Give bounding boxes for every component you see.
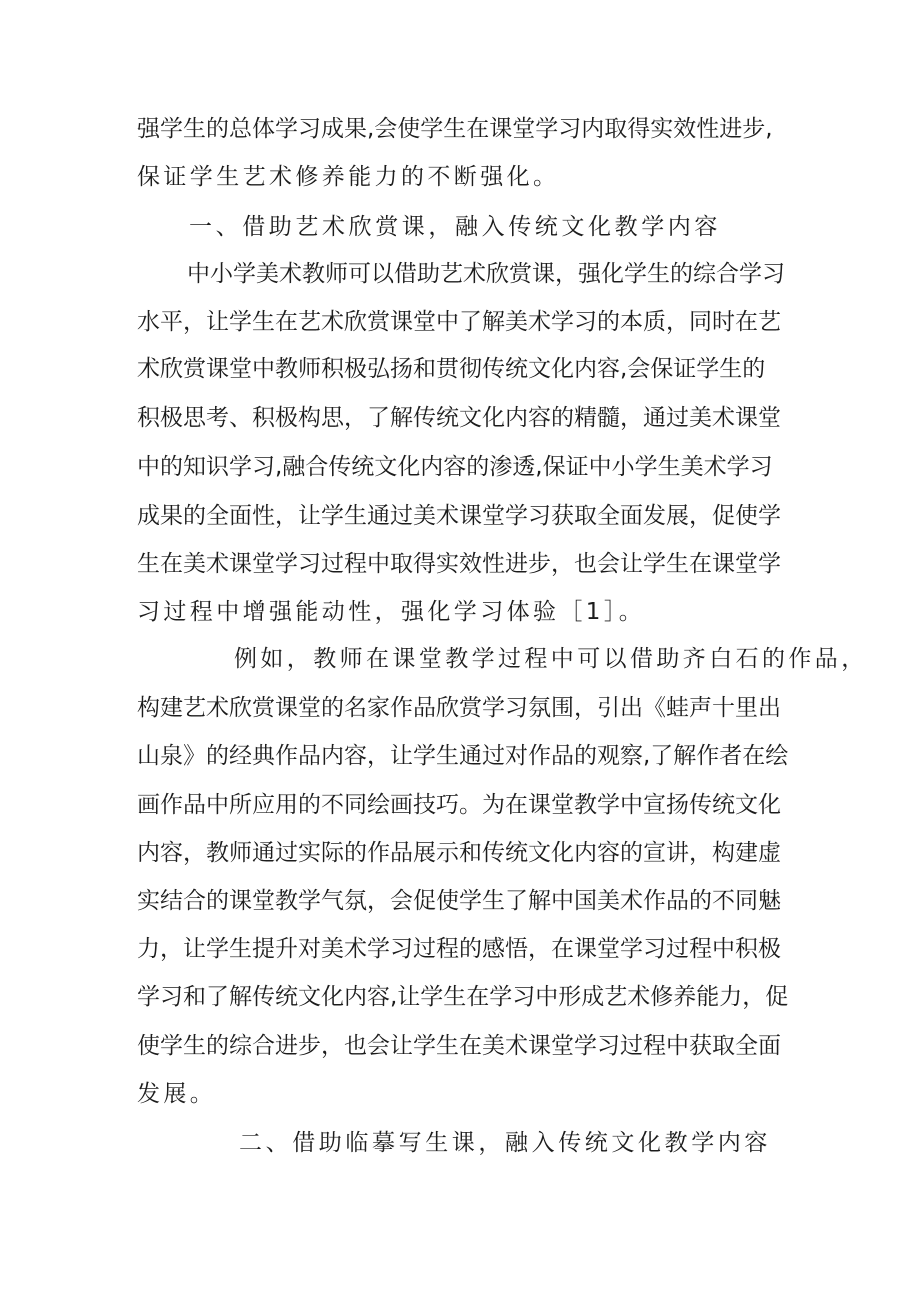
paragraph-line: 力，让学生提升对美术学习过程的感悟，在课堂学习过程中积极 [137, 936, 781, 962]
paragraph-line: 术欣赏课堂中教师积极弘扬和贯彻传统文化内容,会保证学生的 [137, 356, 766, 382]
paragraph-line: 实结合的课堂教学气氛，会促使学生了解中国美术作品的不同魅 [137, 888, 781, 914]
paragraph-line: 内容，教师通过实际的作品展示和传统文化内容的宣讲，构建虚 [137, 840, 781, 866]
paragraph-line: 画作品中所应用的不同绘画技巧。为在课堂教学中宣扬传统文化 [137, 792, 781, 818]
paragraph-line: 习过程中增强能动性，强化学习体验［1］。 [137, 599, 646, 625]
paragraph-line: 山泉》的经典作品内容，让学生通过对作品的观察,了解作者在绘 [137, 743, 789, 769]
paragraph-line: 强学生的总体学习成果,会使学生在课堂学习内取得实效性进步, [137, 116, 773, 142]
paragraph-line: 中的知识学习,融合传统文化内容的渗透,保证中小学生美术学习 [137, 454, 773, 480]
paragraph-line: 学习和了解传统文化内容,让学生在学习中形成艺术修养能力，促 [137, 984, 789, 1010]
paragraph-line: 成果的全面性，让学生通过美术课堂学习获取全面发展，促使学 [137, 503, 781, 529]
paragraph-line: 构建艺术欣赏课堂的名家作品欣赏学习氛围，引出《蛙声十里出 [137, 695, 781, 721]
section-heading-2: 二、借助临摹写生课，融入传统文化教学内容 [239, 1130, 771, 1156]
paragraph-line: 生在美术课堂学习过程中取得实效性进步，也会让学生在课堂学 [137, 551, 781, 577]
paragraph-line: 例如，教师在课堂教学过程中可以借助齐白石的作品， [234, 646, 868, 672]
paragraph-line: 中小学美术教师可以借助艺术欣赏课，强化学生的综合学习 [187, 261, 785, 287]
paragraph-line: 使学生的综合进步，也会让学生在美术课堂学习过程中获取全面 [137, 1033, 781, 1059]
paragraph-line: 水平，让学生在艺术欣赏课堂中了解美术学习的本质，同时在艺 [137, 309, 781, 335]
paragraph-line: 保证学生艺术修养能力的不断强化。 [137, 164, 560, 190]
paragraph-line: 发展。 [137, 1081, 217, 1107]
section-heading-1: 一、借助艺术欣赏课，融入传统文化教学内容 [189, 214, 721, 240]
paragraph-line: 积极思考、积极构思，了解传统文化内容的精髓，通过美术课堂 [137, 405, 781, 431]
